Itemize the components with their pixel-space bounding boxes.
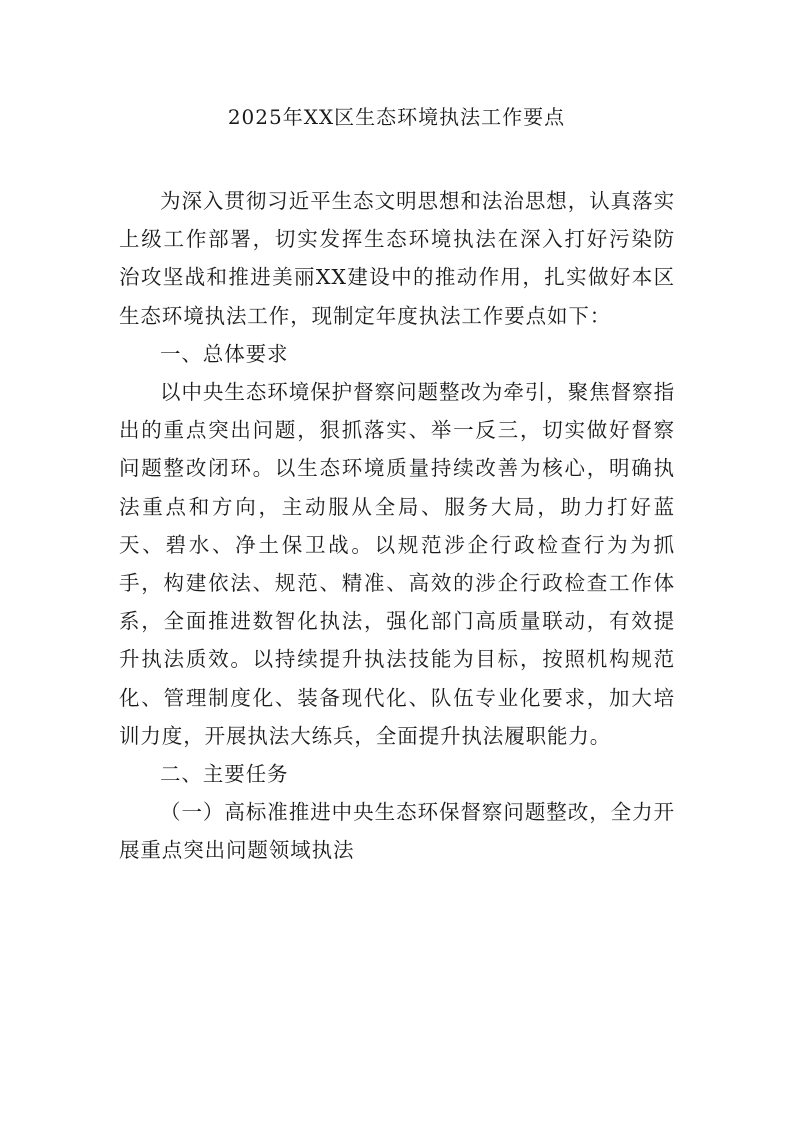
- intro-paragraph: 为深入贯彻习近平生态文明思想和法治思想，认真落实上级工作部署，切实发挥生态环境执法在深入打好污染防治攻坚战和推进美丽XX建设中的推动作用，扎实做好本区生态环境执法工作，现制定年度执法工作要点如下：: [119, 189, 675, 328]
- section-heading-general-requirements: 一、总体要求: [160, 341, 289, 366]
- subsection-heading-task-1: （一）高标准推进中央生态环保督察问题整改，全力开展重点突出问题领域执法: [119, 800, 675, 863]
- document-title: 2025年XX区生态环境执法工作要点: [227, 105, 566, 129]
- section-heading-main-tasks: 二、主要任务: [160, 762, 289, 787]
- document-body: [119, 182, 675, 870]
- general-requirements-paragraph: 以中央生态环境保护督察问题整改为牵引，聚焦督察指出的重点突出问题，狠抓落实、举一反三，切实做好督察问题整改闭环。以生态环境质量持续改善为核心，明确执法重点和方向，主动服从全局、服务大局，助力打好蓝天、碧水、净土保卫战。以规范涉企行政检查行为为抓手，构建依法、规范、精准、高效的涉企行政检查工作体系，全面推进数智化执法，强化部门高质量联动，有效提升执法质效。以持续提升执法技能为目标，按照机构规范化、管理制度化、装备现代化、队伍专业化要求，加大培训力度，开展执法大练兵，全面提升执法履职能力。: [119, 380, 675, 748]
